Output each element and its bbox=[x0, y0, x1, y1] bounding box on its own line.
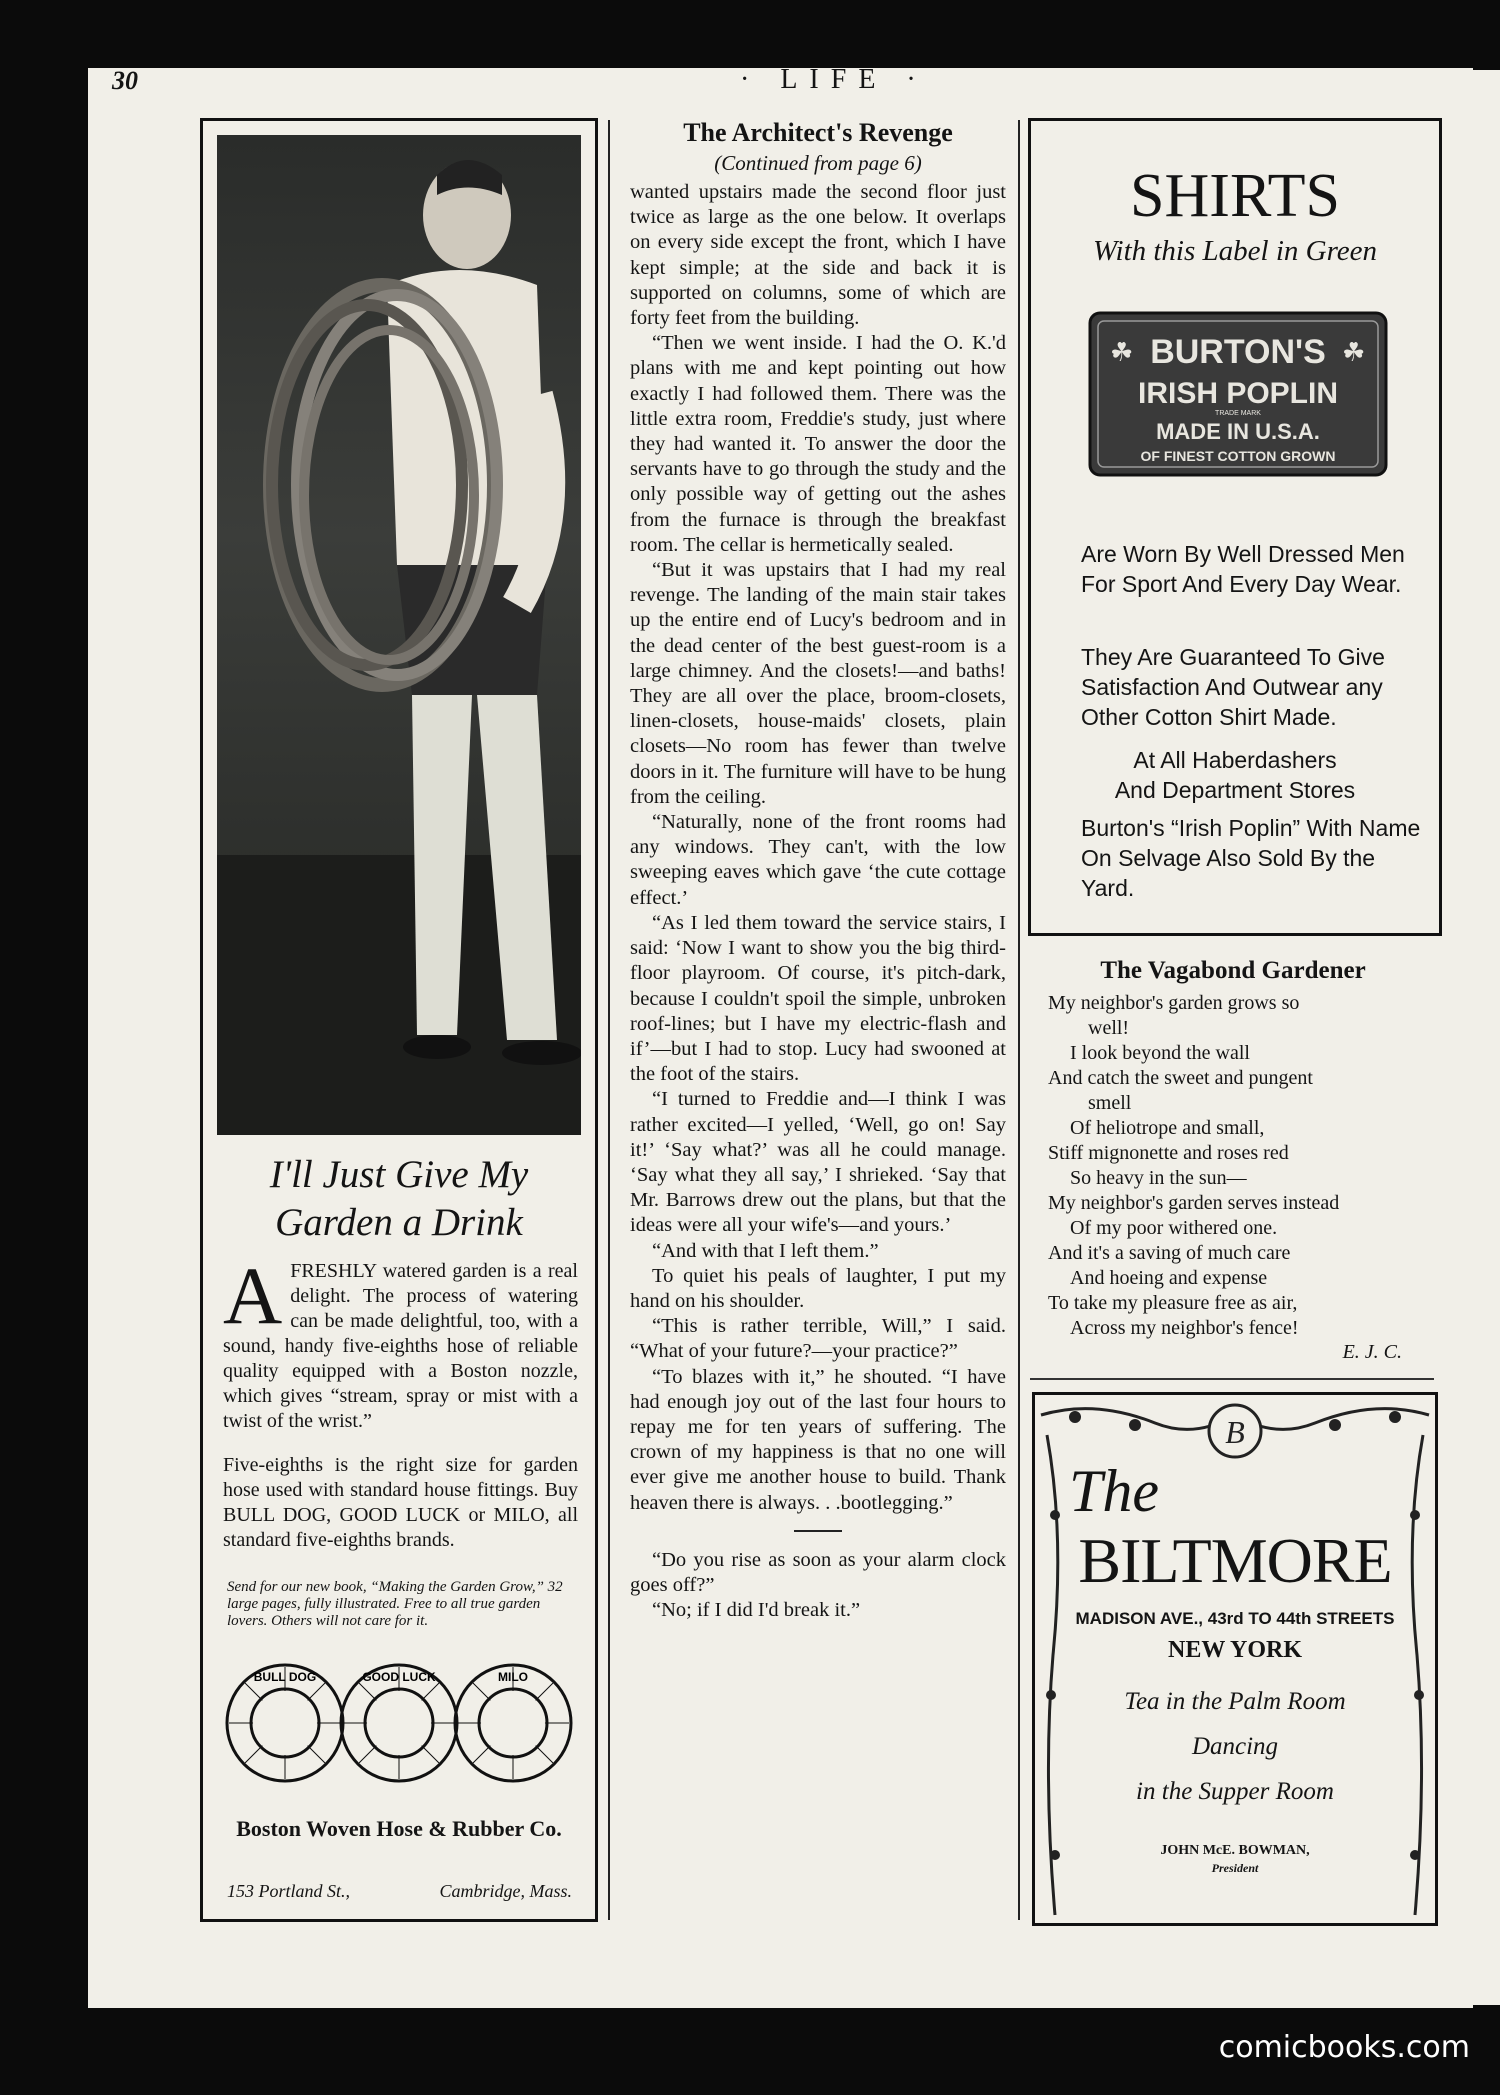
poem-line: And catch the sweet and pungent bbox=[1048, 1067, 1313, 1089]
horizontal-rule bbox=[1030, 1378, 1434, 1380]
brand-good-luck: GOOD LUCK bbox=[362, 1670, 436, 1684]
hose-advertisement bbox=[200, 118, 598, 1922]
address-street: 153 Portland St., bbox=[227, 1881, 351, 1901]
man-with-hose-illustration bbox=[217, 135, 581, 1135]
page-number: 30 bbox=[112, 66, 138, 95]
label-made: MADE IN U.S.A. bbox=[1156, 419, 1320, 444]
article-paragraph: To quiet his peals of laughter, I put my hand on his shoulder. bbox=[630, 1264, 1006, 1312]
hose-ad-headline bbox=[203, 1151, 595, 1247]
poem-line: Of heliotrope and small, bbox=[1070, 1117, 1265, 1139]
shirts-text-yard: Burton's “Irish Poplin” With Name On Selvage Also Sold By the Yard. bbox=[1081, 815, 1421, 901]
article-paragraph: “I turned to Freddie and—I think I was rather excited—I yelled, ‘Well, go on! Say it!’ ‘Say what?’ was all he could manage. ‘Say what they all say,’ I shrieked. ‘Say that Mr. Barrows drew out the plans, but that the ideas were all your wife's—and yours.’ bbox=[630, 1088, 1006, 1237]
drop-cap: A bbox=[223, 1250, 283, 1341]
label-trademark: TRADE MARK bbox=[1215, 410, 1261, 417]
column-rule-right bbox=[1018, 120, 1020, 1920]
burtons-label bbox=[1088, 311, 1388, 477]
man-with-hose-photo bbox=[217, 135, 581, 1135]
poem-line: To take my pleasure free as air, bbox=[1048, 1292, 1298, 1314]
hose-ad-body-2: Five-eighths is the right size for garden hose used with standard house fittings. Buy BULL DOG, GOOD LUCK or MILO, all standard five-eighths brands. bbox=[223, 1454, 578, 1551]
poem-title: The Vagabond Gardener bbox=[1100, 957, 1366, 984]
article-paragraph: “This is rather terrible, Will,” I said. “What of your future?—your practice?” bbox=[630, 1315, 1006, 1363]
article-continued-note: (Continued from page 6) bbox=[714, 151, 922, 175]
section-separator bbox=[794, 1530, 842, 1532]
headline-line-2: Garden a Drink bbox=[275, 1201, 523, 1244]
biltmore-president-title: President bbox=[1211, 1861, 1259, 1875]
article-architects-revenge bbox=[630, 118, 1006, 1623]
label-product: IRISH POPLIN bbox=[1137, 377, 1339, 410]
poem-line: well! bbox=[1088, 1017, 1130, 1039]
article-paragraph: “Then we went inside. I had the O. K.'d plans with me and kept pointing out how exactly I had followed them. There was the little extra room, Freddie's study, just where they had wanted it. To answer the door the servants have to go through the study and the only possible way of getting out the ashes from the furnace is through the breakfast room. The cellar is hermetically sealed. bbox=[630, 332, 1006, 556]
watermark: comicbooks.com bbox=[1218, 2030, 1470, 2065]
label-brand: BURTON'S bbox=[1150, 333, 1326, 371]
body-1-text: FRESHLY watered garden is a real delight. The process of watering can be made delightful, too, with a sound, handy five-eighths hose of reliable quality equipped with a Boston nozzle, which gives “stream, spray or mist with a twist of the wrist.” bbox=[223, 1260, 578, 1432]
poem-line: Stiff mignonette and roses red bbox=[1048, 1142, 1289, 1164]
hose-company-name: Boston Woven Hose & Rubber Co. bbox=[236, 1816, 562, 1841]
shirts-subhead: With this Label in Green bbox=[1092, 235, 1378, 267]
label-cotton: OF FINEST COTTON GROWN bbox=[1140, 448, 1336, 464]
poem-line: My neighbor's garden grows so bbox=[1048, 992, 1300, 1014]
poem-line: Of my poor withered one. bbox=[1070, 1217, 1278, 1239]
stores-line-1: At All Haberdashers bbox=[1133, 747, 1337, 773]
article-paragraph: “As I led them toward the service stairs, I said: ‘Now I want to show you the big third-floor playroom. Of course, it's pitch-dark, because I couldn't spoil the simple, unbroken roof-lines; but I have my electric-flash and if’—but I had to stop. Lucy had swooned at the foot of the stairs. bbox=[630, 911, 1006, 1086]
biltmore-dancing: Dancing bbox=[1191, 1733, 1279, 1760]
column-rule-left bbox=[608, 120, 610, 1920]
article-paragraph: “And with that I left them.” bbox=[652, 1239, 879, 1262]
brand-milo: MILO bbox=[498, 1670, 528, 1684]
biltmore-address: MADISON AVE., 43rd TO 44th STREETS bbox=[1075, 1609, 1395, 1628]
next-page-edge bbox=[1472, 70, 1500, 2005]
monogram-letter: B bbox=[1225, 1414, 1245, 1450]
poem-line: I look beyond the wall bbox=[1070, 1042, 1250, 1064]
biltmore-city: NEW YORK bbox=[1167, 1637, 1302, 1663]
article-paragraph: wanted upstairs made the second floor just twice as large as the one below. It overlaps on every side except the front, which I have kept simple; at the side and back it is supported on columns, some of which are forty feet from the building. bbox=[630, 181, 1006, 330]
address-city: Cambridge, Mass. bbox=[439, 1881, 572, 1901]
article-title: The Architect's Revenge bbox=[683, 118, 953, 147]
poem-line: Across my neighbor's fence! bbox=[1070, 1317, 1299, 1339]
biltmore-the: The bbox=[1069, 1458, 1159, 1524]
hose-reels-logo bbox=[223, 1651, 575, 1796]
poem-line: And it's a saving of much care bbox=[1048, 1242, 1291, 1264]
biltmore-supper: in the Supper Room bbox=[1136, 1778, 1334, 1805]
shirts-text-guarantee: They Are Guaranteed To Give Satisfaction And Outwear any Other Cotton Shirt Made. bbox=[1081, 644, 1385, 730]
article-paragraph: “To blazes with it,” he shouted. “I have had enough joy out of the last four hours to repay me for ten years of suffering. The crown of my happiness is that no one will ever give me another house to build. Thank heaven there is always. . .bootlegging.” bbox=[630, 1365, 1006, 1514]
shamrock-icon: ☘ bbox=[1110, 338, 1134, 368]
biltmore-name: BILTMORE bbox=[1078, 1525, 1392, 1596]
hose-ad-book-offer: Send for our new book, “Making the Garden Grow,” 32 large pages, fully illustrated. Free to all true garden lovers. Others will not care for it. bbox=[227, 1579, 563, 1629]
poem-line: And hoeing and expense bbox=[1070, 1267, 1268, 1289]
headline-line-1: I'll Just Give My bbox=[269, 1153, 529, 1196]
biltmore-tea: Tea in the Palm Room bbox=[1124, 1688, 1346, 1715]
shirts-advertisement bbox=[1028, 118, 1442, 936]
poem-signature: E. J. C. bbox=[1342, 1341, 1402, 1363]
stores-line-2: And Department Stores bbox=[1114, 777, 1356, 803]
poem-line: So heavy in the sun— bbox=[1070, 1167, 1247, 1189]
poem-line: My neighbor's garden serves instead bbox=[1048, 1192, 1340, 1214]
poem-vagabond-gardener bbox=[1048, 955, 1418, 1364]
hose-ad-body-1 bbox=[223, 1250, 578, 1434]
running-head: · LIFE · bbox=[740, 64, 928, 95]
shamrock-icon: ☘ bbox=[1342, 338, 1366, 368]
biltmore-advertisement bbox=[1032, 1392, 1438, 1926]
poem-line: smell bbox=[1088, 1092, 1132, 1114]
shirts-text-worn: Are Worn By Well Dressed Men For Sport And Every Day Wear. bbox=[1081, 541, 1405, 597]
shirts-headline: SHIRTS bbox=[1130, 162, 1340, 230]
hose-company-address bbox=[227, 1881, 572, 1902]
brand-bull-dog: BULL DOG bbox=[253, 1670, 317, 1684]
joke-line: “Do you rise as soon as your alarm clock goes off?” bbox=[630, 1548, 1006, 1596]
joke-line: “No; if I did I'd break it.” bbox=[652, 1599, 861, 1622]
shirts-text-stores bbox=[1031, 745, 1439, 805]
biltmore-president-name: JOHN McE. BOWMAN, bbox=[1160, 1843, 1310, 1858]
article-paragraph: “But it was upstairs that I had my real revenge. The landing of the main stair takes up the entire end of Lucy's bedroom and in the dead center of the best guest-room is a large chimney. And the closets!—and baths! They are all over the place, broom-closets, linen-closets, house-maids' closets, plain closets—No room has fewer than twelve doors in it. The furniture will have to be hung from the ceiling. bbox=[630, 559, 1006, 808]
article-paragraph: “Naturally, none of the front rooms had any windows. They can't, with the low sweeping eaves which gave ‘the cute cottage effect.’ bbox=[630, 811, 1006, 909]
